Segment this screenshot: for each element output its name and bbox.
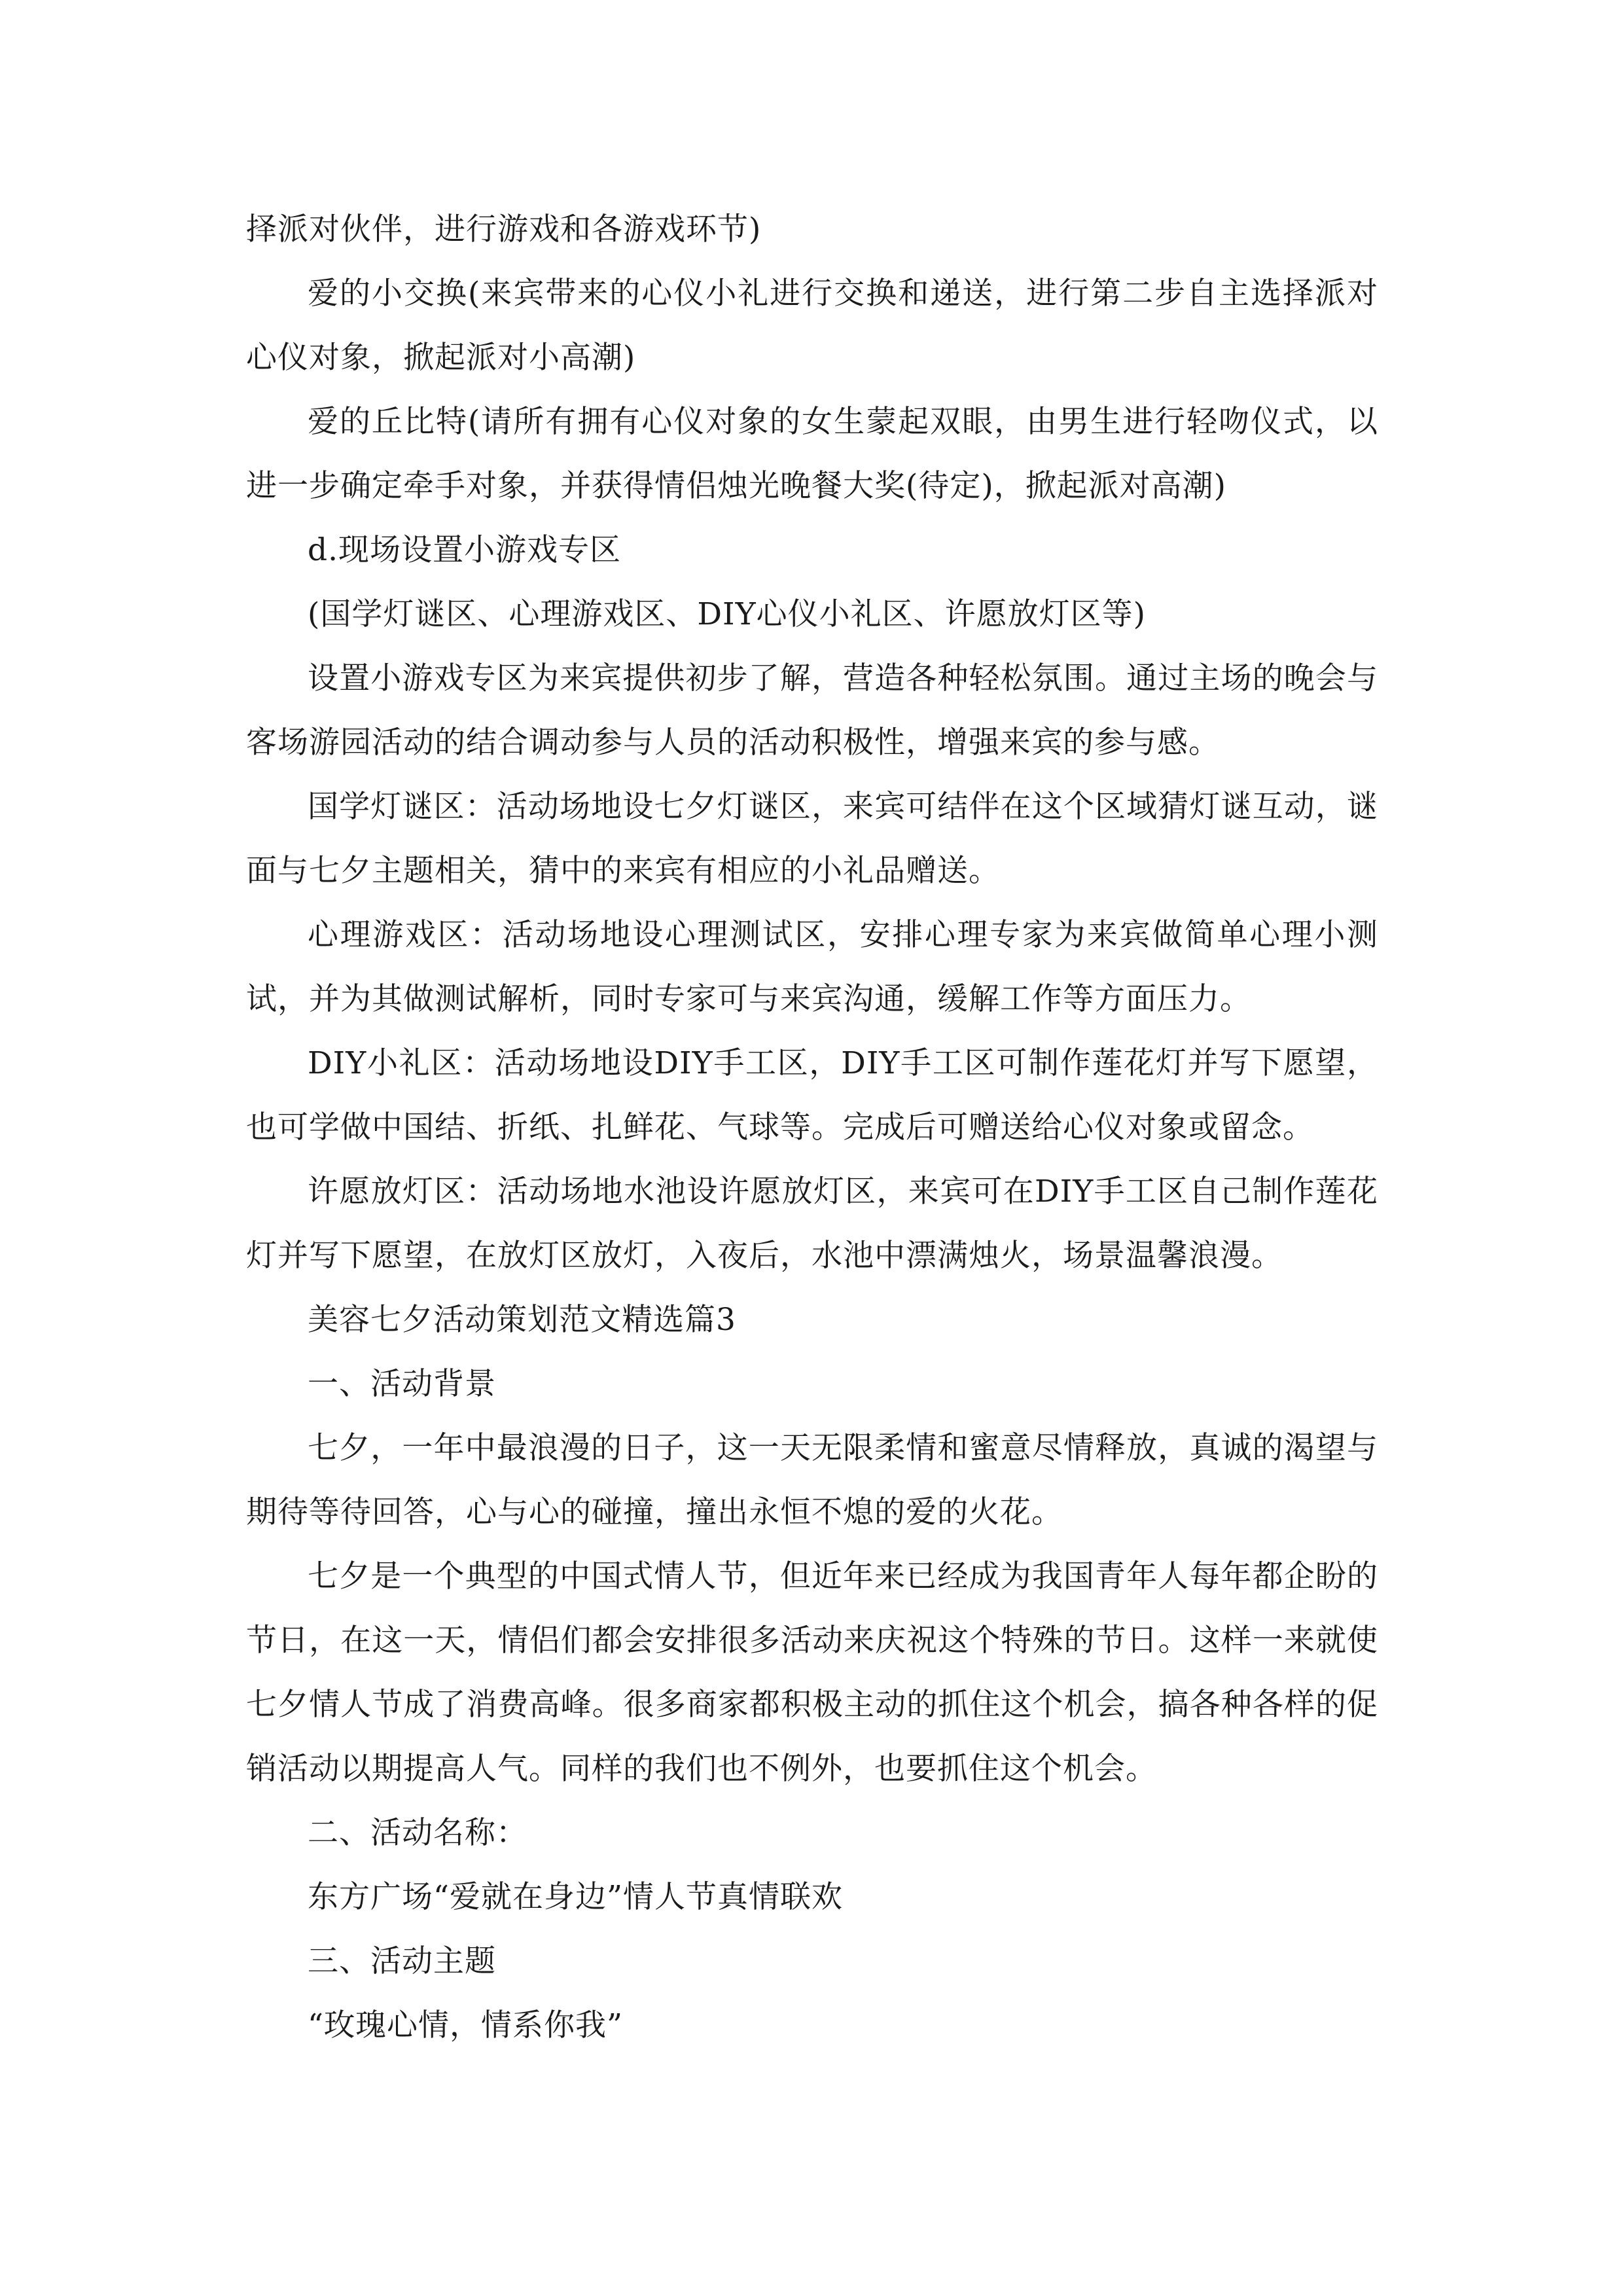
- paragraph: DIY小礼区：活动场地设DIY手工区，DIY手工区可制作莲花灯并写下愿望，也可学做中国结、折纸、扎鲜花、气球等。完成后可赠送给心仪对象或留念。: [246, 1045, 1378, 1145]
- paragraph: 心理游戏区：活动场地设心理测试区，安排心理专家为来宾做简单心理小测试，并为其做测试解析，同时专家可与来宾沟通，缓解工作等方面压力。: [246, 917, 1378, 1017]
- paragraph: “玫瑰心情，情系你我”: [308, 2007, 624, 2043]
- paragraph: d.现场设置小游戏专区: [308, 532, 622, 568]
- paragraph: 许愿放灯区：活动场地水池设许愿放灯区，来宾可在DIY手工区自己制作莲花灯并写下愿望，在放灯区放灯，入夜后，水池中漂满烛火，场景温馨浪漫。: [246, 1174, 1378, 1274]
- paragraph: 七夕，一年中最浪漫的日子，这一天无限柔情和蜜意尽情释放，真诚的渴望与期待等待回答，心与心的碰撞，撞出永恒不熄的爱的火花。: [246, 1430, 1378, 1530]
- section-title: 美容七夕活动策划范文精选篇3: [308, 1302, 736, 1338]
- paragraph: 东方广场“爱就在身边”情人节真情联欢: [308, 1879, 844, 1915]
- section-heading: 三、活动主题: [308, 1943, 496, 1979]
- paragraph: (国学灯谜区、心理游戏区、DIY心仪小礼区、许愿放灯区等): [308, 596, 1146, 632]
- section-heading: 一、活动背景: [308, 1366, 496, 1402]
- section-heading: 二、活动名称：: [308, 1815, 527, 1851]
- paragraph: 爱的丘比特(请所有拥有心仪对象的女生蒙起双眼，由男生进行轻吻仪式，以进一步确定牵手对象，并获得情侣烛光晚餐大奖(待定)，掀起派对高潮): [246, 404, 1378, 504]
- paragraph: 七夕是一个典型的中国式情人节，但近年来已经成为我国青年人每年都企盼的节日，在这一天，情侣们都会安排很多活动来庆祝这个特殊的节日。这样一来就使七夕情人节成了消费高峰。很多商家都积极主动的抓住这个机会，搞各种各样的促销活动以期提高人气。同样的我们也不例外，也要抓住这个机会。: [246, 1558, 1378, 1787]
- paragraph: 爱的小交换(来宾带来的心仪小礼进行交换和递送，进行第二步自主选择派对心仪对象，掀起派对小高潮): [246, 276, 1378, 376]
- document-body: [246, 198, 1378, 2058]
- paragraph: 设置小游戏专区为来宾提供初步了解，营造各种轻松氛围。通过主场的晚会与客场游园活动的结合调动参与人员的活动积极性，增强来宾的参与感。: [246, 660, 1378, 761]
- paragraph: 择派对伙伴，进行游戏和各游戏环节): [246, 211, 762, 247]
- paragraph: 国学灯谜区：活动场地设七夕灯谜区，来宾可结伴在这个区域猜灯谜互动，谜面与七夕主题相关，猜中的来宾有相应的小礼品赠送。: [246, 789, 1378, 889]
